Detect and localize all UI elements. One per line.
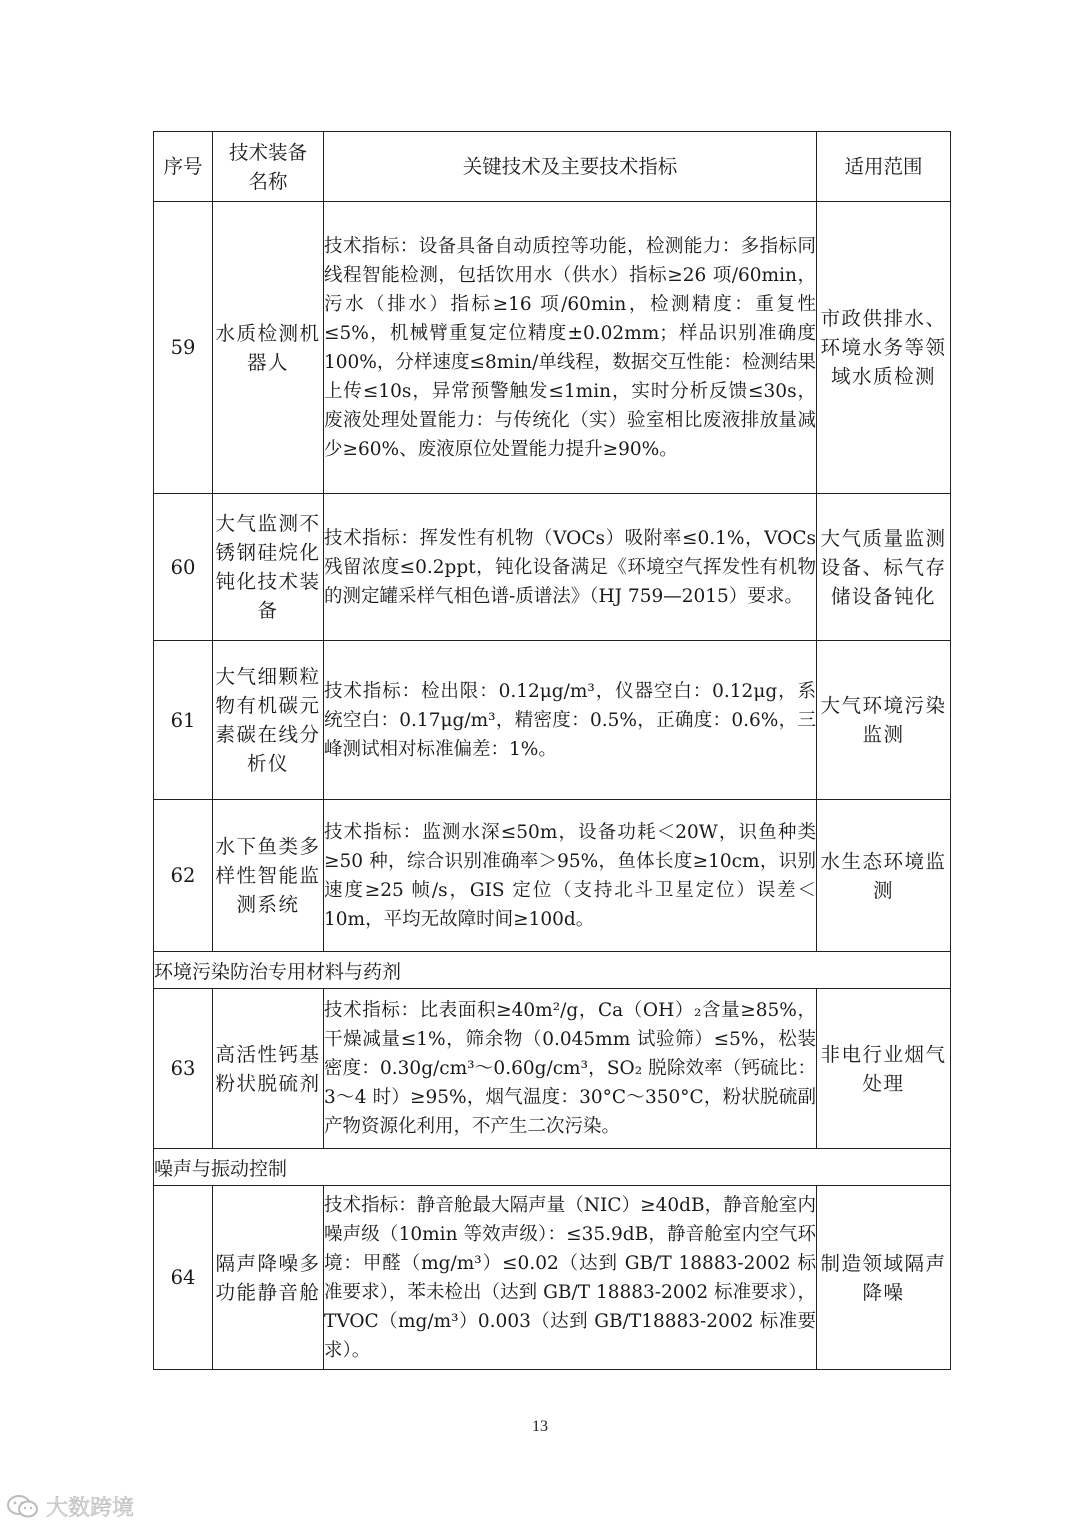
row-no: 64 xyxy=(154,1186,213,1370)
header-spec: 关键技术及主要技术指标 xyxy=(324,132,817,202)
equipment-table xyxy=(153,131,951,1370)
row-scope: 大气环境污染监测 xyxy=(817,641,951,800)
page-number: 13 xyxy=(532,1418,548,1435)
table-row xyxy=(154,641,951,800)
table-row xyxy=(154,494,951,641)
table-row xyxy=(154,800,951,952)
section-heading: 环境污染防治专用材料与药剂 xyxy=(154,952,951,989)
watermark-text: 大数跨境 xyxy=(46,1496,135,1521)
row-spec: 技术指标：比表面积≥40m²/g，Ca（OH）₂含量≥85%，干燥减量≤1%，筛余物（0.045mm 试验筛）≤5%，松装密度：0.30g/cm³～0.60g/cm³，SO₂ 脱除效率（钙硫比：3～4 时）≥95%，烟气温度：30°C～350°C，粉状脱硫副产物资源化利用，不产生二次污染。 xyxy=(324,989,817,1149)
table-row xyxy=(154,989,951,1149)
row-name: 大气监测不锈钢硅烷化钝化技术装备 xyxy=(213,494,324,641)
row-name: 隔声降噪多功能静音舱 xyxy=(213,1186,324,1370)
row-no: 61 xyxy=(154,641,213,800)
section-row xyxy=(154,1149,951,1186)
row-spec: 技术指标：静音舱最大隔声量（NIC）≥40dB，静音舱室内噪声级（10min 等效声级）：≤35.9dB，静音舱室内空气环境：甲醛（mg/m³）≤0.02（达到 GB/T 18883-2002 标准要求），苯未检出（达到 GB/T 18883-2002 标准要求），TVOC（mg/m³）0.003（达到 GB/T18883-2002 标准要求）。 xyxy=(324,1186,817,1370)
header-no: 序号 xyxy=(154,132,213,202)
row-scope: 市政供排水、环境水务等领域水质检测 xyxy=(817,202,951,494)
row-spec: 技术指标：设备具备自动质控等功能，检测能力：多指标同线程智能检测，包括饮用水（供水）指标≥26 项/60min，污水（排水）指标≥16 项/60min，检测精度：重复性≤5%，机械臂重复定位精度±0.02mm；样品识别准确度 100%，分样速度≤8min/单线程，数据交互性能：检测结果上传≤10s，异常预警触发≤1min，实时分析反馈≤30s，废液处理处置能力：与传统化（实）验室相比废液排放量减少≥60%、废液原位处置能力提升≥90%。 xyxy=(324,202,817,494)
row-name: 水下鱼类多样性智能监测系统 xyxy=(213,800,324,952)
row-name: 高活性钙基粉状脱硫剂 xyxy=(213,989,324,1149)
section-heading: 噪声与振动控制 xyxy=(154,1149,951,1186)
row-no: 63 xyxy=(154,989,213,1149)
table-row xyxy=(154,1186,951,1370)
weixin-logo-icon xyxy=(6,1494,40,1520)
table-row xyxy=(154,202,951,494)
row-name: 水质检测机器人 xyxy=(213,202,324,494)
header-scope: 适用范围 xyxy=(817,132,951,202)
row-no: 59 xyxy=(154,202,213,494)
table-header-row xyxy=(154,132,951,202)
row-scope: 制造领域隔声降噪 xyxy=(817,1186,951,1370)
row-spec: 技术指标：监测水深≤50m，设备功耗＜20W，识鱼种类≥50 种，综合识别准确率＞95%，鱼体长度≥10cm，识别速度≥25 帧/s，GIS 定位（支持北斗卫星定位）误差＜10m，平均无故障时间≥100d。 xyxy=(324,800,817,952)
header-name: 技术装备名称 xyxy=(213,132,324,202)
row-spec: 技术指标：检出限：0.12μg/m³，仪器空白：0.12μg，系统空白：0.17μg/m³，精密度：0.5%，正确度：0.6%，三峰测试相对标准偏差：1%。 xyxy=(324,641,817,800)
row-name: 大气细颗粒物有机碳元素碳在线分析仪 xyxy=(213,641,324,800)
section-row xyxy=(154,952,951,989)
row-no: 62 xyxy=(154,800,213,952)
row-scope: 大气质量监测设备、标气存储设备钝化 xyxy=(817,494,951,641)
row-no: 60 xyxy=(154,494,213,641)
row-spec: 技术指标：挥发性有机物（VOCs）吸附率≤0.1%，VOCs 残留浓度≤0.2ppt，钝化设备满足《环境空气挥发性有机物的测定罐采样气相色谱-质谱法》（HJ 759—2015）要求。 xyxy=(324,494,817,641)
row-scope: 水生态环境监测 xyxy=(817,800,951,952)
watermark xyxy=(6,1491,134,1522)
row-scope: 非电行业烟气处理 xyxy=(817,989,951,1149)
